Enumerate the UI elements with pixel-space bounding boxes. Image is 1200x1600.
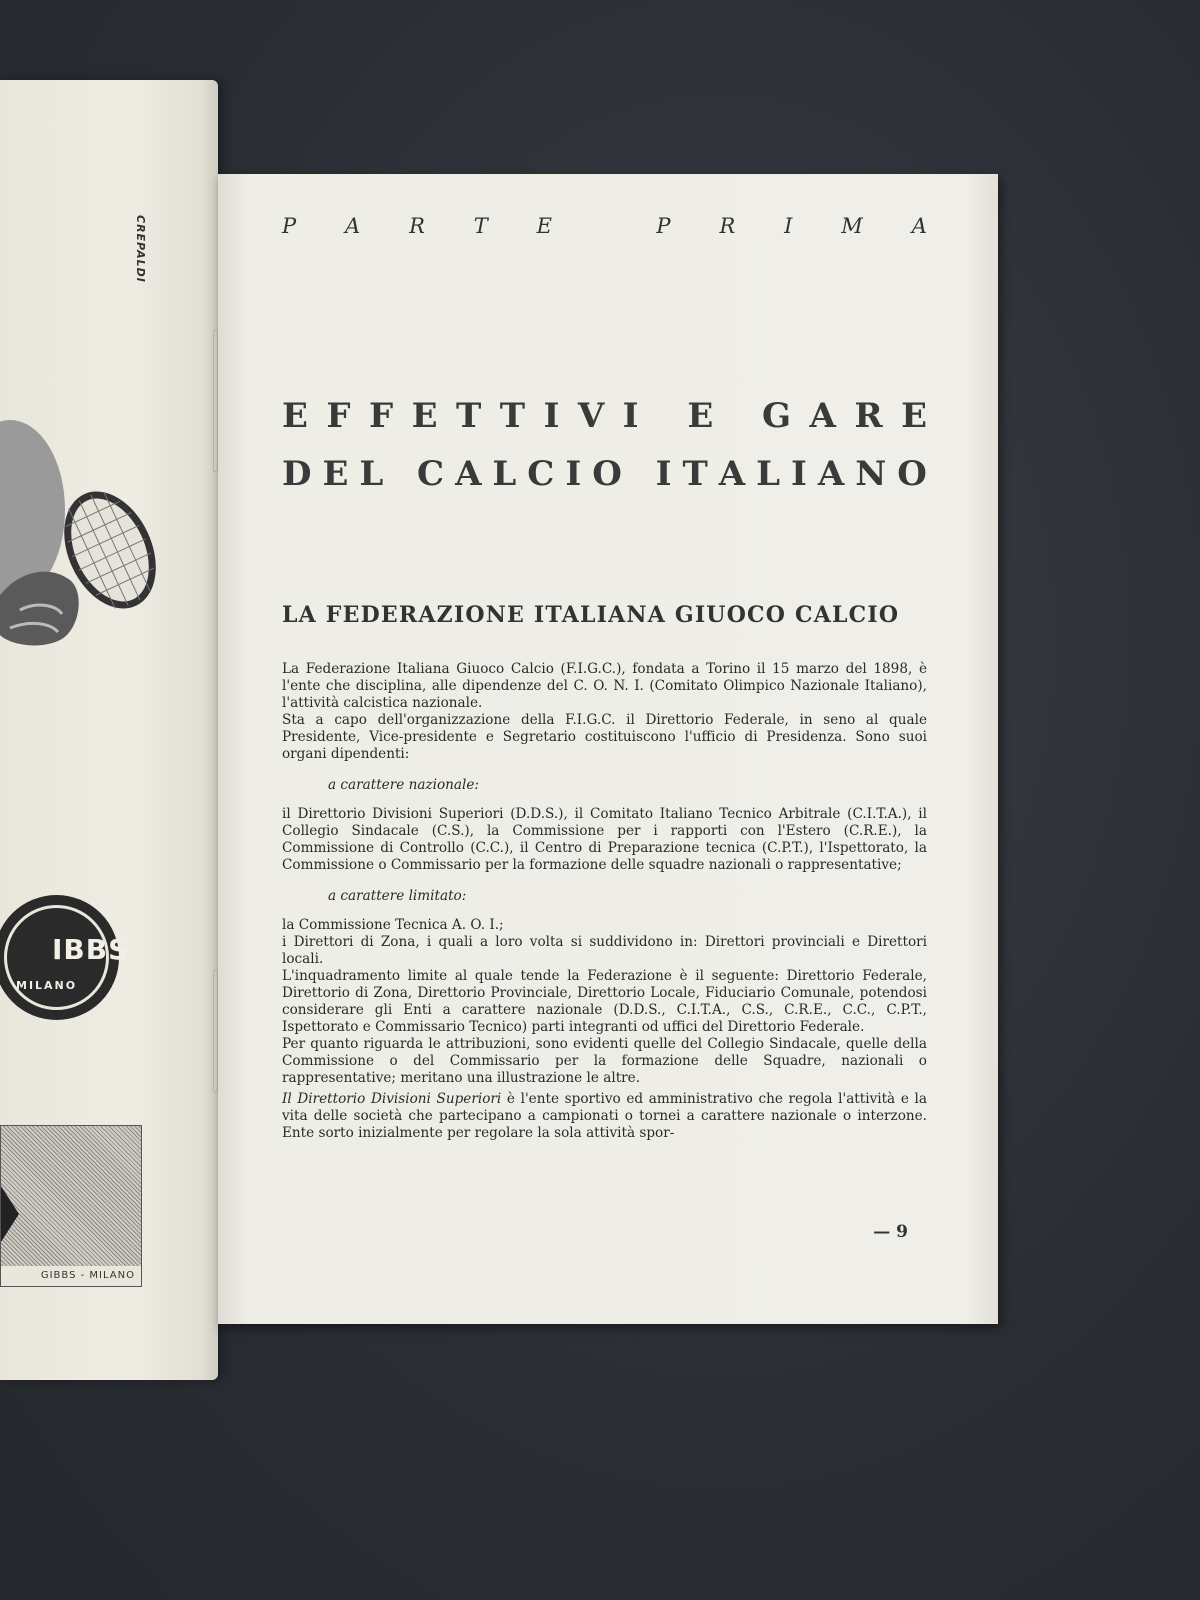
- title-letter: N: [855, 454, 887, 494]
- right-page: [218, 174, 998, 1324]
- logo-city: MILANO: [16, 979, 78, 992]
- title-letter: I: [784, 214, 793, 238]
- title-letter: T: [499, 396, 526, 436]
- title-letter: F: [368, 396, 394, 436]
- title-letter: V: [577, 396, 605, 436]
- title-letter: E: [322, 454, 349, 494]
- paragraph: Per quanto riguarda le attribuzioni, sono evidenti quelle del Collegio Sindacale, quelle della Commissione o del Commissario per la formazione delle Squadre, nazionali o rappresentative; meritano una illustrazione le altre.: [282, 1036, 927, 1086]
- title-letter: P: [656, 214, 671, 238]
- title-letter: E: [901, 396, 927, 436]
- left-page-advertisement: [0, 80, 218, 1380]
- title-letter: A: [345, 214, 361, 238]
- title-letter: I: [543, 396, 560, 436]
- italic-term: Il Direttorio Divisioni Superiori: [282, 1091, 502, 1107]
- page-number: — 9: [873, 1222, 908, 1242]
- main-title-line-2: [282, 454, 927, 494]
- main-title-line-1: [282, 396, 927, 436]
- title-letter: M: [841, 214, 863, 238]
- title-letter: L: [359, 454, 384, 494]
- title-letter: A: [817, 454, 845, 494]
- paragraph: la Commissione Tecnica A. O. I.;: [282, 917, 504, 933]
- title-letter: R: [854, 396, 883, 436]
- title-letter: [732, 396, 744, 436]
- title-letter: E: [282, 396, 308, 436]
- paragraph: L'inquadramento limite al quale tende la Federazione è il seguente: Direttorio Federale, Direttorio di Zona, Direttorio Provinciale, Direttorio Locale, Fiduciario Comunale, potendosi considerare gli Enti a carattere nazionale (D.D.S., C.I.T.A., C.S., C.R.E., C.C., C.P.T., Ispettorato e Commissario Tecnico) parti integranti od uffici del Direttorio Federale.: [282, 968, 927, 1035]
- title-letter: O: [592, 454, 622, 494]
- title-letter: I: [791, 454, 807, 494]
- title-letter: [657, 396, 669, 436]
- title-letter: A: [718, 454, 746, 494]
- title-letter: L: [756, 454, 781, 494]
- ad-footer-caption: GIBBS - MILANO: [1, 1266, 141, 1286]
- hatched-ad-panel: [0, 1125, 142, 1287]
- title-letter: [601, 214, 608, 238]
- title-letter: T: [473, 214, 488, 238]
- title-letter: P: [282, 214, 297, 238]
- title-letter: I: [622, 396, 639, 436]
- title-letter: T: [682, 454, 708, 494]
- title-letter: C: [527, 454, 555, 494]
- title-letter: R: [409, 214, 425, 238]
- title-letter: F: [326, 396, 351, 436]
- title-letter: E: [411, 396, 438, 436]
- title-letter: A: [911, 214, 927, 238]
- body-text: [282, 661, 927, 1142]
- title-letter: D: [282, 454, 312, 494]
- title-letter: C: [417, 454, 445, 494]
- title-letter: E: [687, 396, 714, 436]
- paragraph: il Direttorio Divisioni Superiori (D.D.S.), il Comitato Italiano Tecnico Arbitrale (C.I.T.A.), il Collegio Sindacale (C.S.), la Commissione per i rapporti con l'Estero (C.R.E.), la Commissione di Controllo (C.C.), il Centro di Preparazione tecnica (C.P.T.), l'Ispettorato, la Commissione o Commissario per la formazione delle squadre nazionali o rappresentative;: [282, 806, 927, 873]
- main-title: [282, 396, 927, 512]
- paragraph: i Direttori di Zona, i quali a loro volta si suddividono in: Direttori provinciali e Direttori locali.: [282, 934, 927, 967]
- title-letter: E: [536, 214, 552, 238]
- gibbs-logo: [0, 895, 130, 1020]
- paragraph-rest: è l'ente sportivo ed amministrativo che regola l'attività e la vita delle società che partecipano a campionati o tornei a carattere nazionale o interzone. Ente sorto inizialmente per regolare la sola attività spor-: [282, 1091, 927, 1141]
- tennis-racket-illustration: [0, 380, 160, 680]
- section-title: LA FEDERAZIONE ITALIANA GIUOCO CALCIO: [282, 602, 900, 628]
- title-letter: I: [655, 454, 672, 494]
- title-letter: G: [762, 396, 792, 436]
- title-letter: A: [455, 454, 482, 494]
- subheading: a carattere limitato:: [328, 888, 467, 904]
- paragraph: Sta a capo dell'organizzazione della F.I.G.C. il Direttorio Federale, in seno al quale Presidente, Vice-presidente e Segretario costituiscono l'ufficio di Presidenza. Sono suoi organi dipendenti:: [282, 712, 927, 762]
- title-letter: [633, 454, 645, 494]
- title-letter: A: [809, 396, 836, 436]
- subheading: a carattere nazionale:: [328, 777, 479, 793]
- title-letter: I: [565, 454, 582, 494]
- title-letter: L: [492, 454, 517, 494]
- title-letter: T: [455, 396, 482, 436]
- logo-wordmark: IBBS: [52, 933, 130, 966]
- part-label: [282, 214, 927, 238]
- paragraph: La Federazione Italiana Giuoco Calcio (F.I.G.C.), fondata a Torino il 15 marzo del 1898, è l'ente che disciplina, alle dipendenze del C. O. N. I. (Comitato Olimpico Nazionale Italiano), l'attività calcistica nazionale.: [282, 661, 927, 711]
- title-letter: [394, 454, 406, 494]
- vertical-brand-text: CREPALDI: [134, 215, 147, 283]
- paragraph: [282, 1091, 927, 1142]
- title-letter: O: [897, 454, 927, 494]
- title-letter: R: [719, 214, 736, 238]
